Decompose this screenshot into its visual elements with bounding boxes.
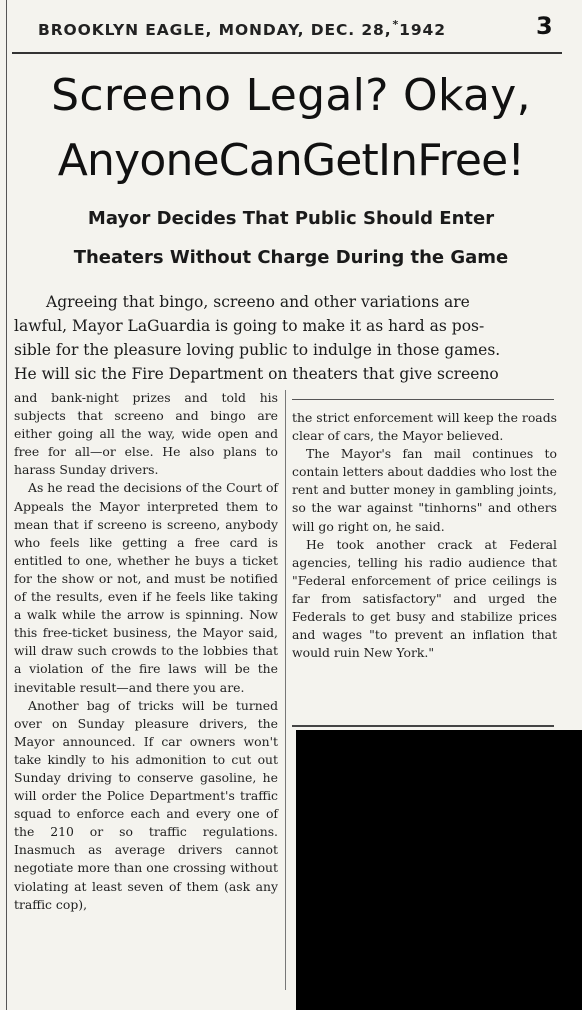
left-column: [14, 389, 278, 914]
masthead-text: BROOKLYN EAGLE, MONDAY, DEC. 28,: [38, 21, 392, 39]
right-column: [292, 409, 557, 662]
lead-paragraph: [14, 290, 559, 386]
masthead-rule: [12, 52, 562, 54]
subhead-line-1: Mayor Decides That Public Should Enter: [87, 208, 495, 229]
right-paragraph-1: the strict enforcement will keep the roads clear of cars, the Mayor believed.: [292, 410, 557, 444]
left-paragraph-2: As he read the decisions of the Court of Appeals the Mayor interpreted them to mean that if screeno is screeno, anybody who feels like getting a free card is entitled to one, whether he buys a ticket for the show or not, and must be notified of the results, even if he feels like taking a walk while the arrow is spinning. Now this free-ticket business, the Mayor said, will draw such crowds to the lobbies that a violation of the fire laws will be the inevitable result—and there you are.: [14, 480, 278, 695]
masthead-year: 1942: [399, 21, 446, 39]
right-paragraph-3: He took another crack at Federal agencies, telling his radio audience that "Federal enforcement of price ceilings is far from satisfactory" and urged the Federals to get busy and stabilize prices and wages "to prevent an inflation that would ruin New York.": [292, 536, 557, 661]
lead-line-3: sible for the pleasure loving public to indulge in those games.: [14, 341, 501, 359]
masthead: [38, 18, 478, 39]
headline-line-1: Screeno Legal? Okay,: [51, 70, 531, 121]
left-paragraph-1: and bank-night prizes and told his subjects that screeno and bingo are either going all the way, wide open and free for all—or else. He also plans to harass Sunday drivers.: [14, 390, 278, 478]
article-end-rule: [292, 725, 554, 727]
right-column-top-rule: [292, 399, 554, 400]
headline-line-2: AnyoneCanGetInFree!: [57, 135, 525, 186]
lead-line-2: lawful, Mayor LaGuardia is going to make it as hard as pos-: [14, 317, 485, 335]
edition-star: *: [392, 18, 400, 31]
right-paragraph-2: The Mayor's fan mail continues to contain letters about daddies who lost the rent and butter money in gambling joints, so the war against "tinhorns" and others will go right on, he said.: [292, 446, 557, 534]
left-paragraph-3: Another bag of tricks will be turned over on Sunday pleasure drivers, the Mayor announced. If car owners won't take kindly to his admonition to cut out Sunday driving to conserve gasoline, he will order the Police Department's traffic squad to enforce each and every one of the 210 or so traffic regulations. Inasmuch as average drivers cannot negotiate more than one crossing without violating at least seven of them (ask any traffic cop),: [14, 697, 278, 912]
page-number: 3: [536, 12, 553, 40]
lead-line-4: He will sic the Fire Department on theaters that give screeno: [14, 365, 499, 383]
lead-line-1: Agreeing that bingo, screeno and other variations are: [46, 293, 470, 311]
redacted-block: [296, 730, 582, 1010]
column-divider: [285, 390, 286, 990]
subhead-line-2: Theaters Without Charge During the Game: [73, 247, 509, 268]
